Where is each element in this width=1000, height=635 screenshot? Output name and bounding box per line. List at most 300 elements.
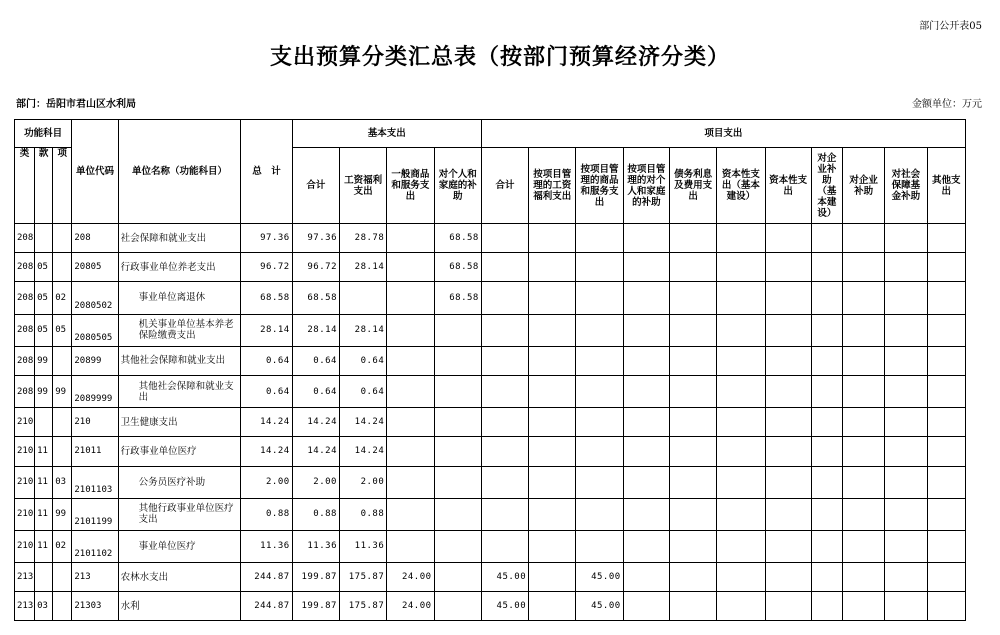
- cell-goods: [387, 498, 434, 530]
- form-number: 部门公开表05: [919, 21, 982, 32]
- cell-xiang: [53, 224, 72, 253]
- cell-empty: [927, 282, 965, 314]
- cell-empty: [843, 408, 885, 437]
- cell-p-goods: [576, 408, 623, 437]
- cell-goods: [387, 224, 434, 253]
- cell-name: 事业单位医疗: [118, 530, 241, 562]
- cell-empty: [811, 253, 842, 282]
- cell-goods: [387, 346, 434, 375]
- cell-empty: [843, 346, 885, 375]
- cell-b-total: 199.87: [292, 592, 339, 621]
- cell-empty: [811, 282, 842, 314]
- table-row: [15, 375, 966, 407]
- table-row: [15, 592, 966, 621]
- cell-lei: 213: [15, 592, 35, 621]
- cell-b-total: 0.64: [292, 375, 339, 407]
- cell-empty: [811, 408, 842, 437]
- cell-empty: [717, 314, 765, 346]
- cell-total: 0.88: [241, 498, 292, 530]
- cell-empty: [765, 408, 811, 437]
- cell-salary: 175.87: [339, 563, 386, 592]
- cell-empty: [885, 498, 927, 530]
- cell-p-salary: [529, 437, 576, 466]
- col-lei: 类: [15, 148, 35, 224]
- cell-salary: 14.24: [339, 408, 386, 437]
- cell-kuan: [35, 563, 53, 592]
- cell-p-goods: [576, 314, 623, 346]
- col-unit-name: 单位名称（功能科目）: [118, 120, 241, 224]
- cell-lei: 208: [15, 253, 35, 282]
- cell-total: 2.00: [241, 466, 292, 498]
- cell-empty: [811, 375, 842, 407]
- col-func-subject: 功能科目: [15, 120, 72, 148]
- cell-salary: 28.78: [339, 224, 386, 253]
- cell-p-total: [481, 437, 528, 466]
- cell-empty: [885, 346, 927, 375]
- cell-xiang: 02: [53, 530, 72, 562]
- cell-salary: 0.64: [339, 375, 386, 407]
- cell-empty: [623, 530, 669, 562]
- cell-lei: 213: [15, 563, 35, 592]
- cell-p-salary: [529, 592, 576, 621]
- cell-lei: 210: [15, 498, 35, 530]
- cell-empty: [885, 375, 927, 407]
- cell-personal: [434, 563, 481, 592]
- cell-total: 14.24: [241, 437, 292, 466]
- cell-empty: [669, 282, 716, 314]
- cell-empty: [623, 466, 669, 498]
- cell-empty: [623, 224, 669, 253]
- cell-empty: [765, 437, 811, 466]
- cell-kuan: 99: [35, 375, 53, 407]
- cell-empty: [811, 530, 842, 562]
- cell-xiang: [53, 437, 72, 466]
- cell-p-goods: [576, 346, 623, 375]
- cell-goods: [387, 375, 434, 407]
- cell-personal: [434, 375, 481, 407]
- cell-empty: [885, 437, 927, 466]
- cell-goods: [387, 437, 434, 466]
- cell-empty: [765, 498, 811, 530]
- cell-empty: [811, 224, 842, 253]
- col-basic-total: 合计: [292, 148, 339, 224]
- cell-empty: [623, 592, 669, 621]
- cell-code: 2101199: [72, 498, 118, 530]
- cell-p-total: [481, 530, 528, 562]
- cell-empty: [927, 498, 965, 530]
- cell-p-salary: [529, 466, 576, 498]
- cell-kuan: [35, 408, 53, 437]
- cell-xiang: [53, 346, 72, 375]
- cell-empty: [717, 253, 765, 282]
- cell-empty: [765, 282, 811, 314]
- cell-lei: 210: [15, 408, 35, 437]
- cell-kuan: 11: [35, 530, 53, 562]
- cell-empty: [623, 282, 669, 314]
- cell-b-total: 0.64: [292, 346, 339, 375]
- table-row: [15, 282, 966, 314]
- cell-empty: [927, 314, 965, 346]
- cell-empty: [765, 224, 811, 253]
- cell-empty: [885, 314, 927, 346]
- table-row: [15, 563, 966, 592]
- cell-xiang: [53, 408, 72, 437]
- cell-empty: [843, 282, 885, 314]
- cell-empty: [717, 498, 765, 530]
- cell-empty: [885, 466, 927, 498]
- cell-b-total: 0.88: [292, 498, 339, 530]
- cell-total: 68.58: [241, 282, 292, 314]
- col-capital-build: 资本性支出（基本建设）: [717, 148, 765, 224]
- cell-p-salary: [529, 282, 576, 314]
- cell-p-goods: [576, 437, 623, 466]
- cell-empty: [885, 563, 927, 592]
- cell-p-salary: [529, 498, 576, 530]
- cell-empty: [717, 592, 765, 621]
- cell-xiang: 99: [53, 375, 72, 407]
- cell-empty: [843, 375, 885, 407]
- cell-p-total: [481, 253, 528, 282]
- cell-empty: [623, 253, 669, 282]
- cell-empty: [811, 437, 842, 466]
- cell-personal: [434, 314, 481, 346]
- col-project: 项目支出: [481, 120, 965, 148]
- cell-empty: [623, 346, 669, 375]
- cell-lei: 208: [15, 282, 35, 314]
- col-salary: 工资福利支出: [339, 148, 386, 224]
- cell-salary: 14.24: [339, 437, 386, 466]
- cell-xiang: [53, 253, 72, 282]
- col-unit-code: 单位代码: [72, 120, 118, 224]
- cell-name: 其他社会保障和就业支出: [118, 375, 241, 407]
- cell-code: 208: [72, 224, 118, 253]
- budget-table: [14, 119, 966, 621]
- table-row: [15, 530, 966, 562]
- cell-xiang: 02: [53, 282, 72, 314]
- cell-p-salary: [529, 253, 576, 282]
- cell-personal: [434, 498, 481, 530]
- cell-empty: [843, 563, 885, 592]
- cell-code: 20899: [72, 346, 118, 375]
- col-other: 其他支出: [927, 148, 965, 224]
- cell-empty: [623, 563, 669, 592]
- table-row: [15, 224, 966, 253]
- cell-empty: [623, 498, 669, 530]
- cell-b-total: 14.24: [292, 437, 339, 466]
- cell-name: 机关事业单位基本养老保险缴费支出: [118, 314, 241, 346]
- cell-empty: [669, 408, 716, 437]
- cell-b-total: 11.36: [292, 530, 339, 562]
- table-row: [15, 253, 966, 282]
- cell-empty: [885, 530, 927, 562]
- cell-b-total: 28.14: [292, 314, 339, 346]
- cell-p-goods: [576, 282, 623, 314]
- cell-empty: [717, 530, 765, 562]
- cell-empty: [811, 346, 842, 375]
- cell-total: 244.87: [241, 563, 292, 592]
- cell-empty: [669, 375, 716, 407]
- cell-b-total: 97.36: [292, 224, 339, 253]
- cell-empty: [765, 253, 811, 282]
- cell-empty: [765, 530, 811, 562]
- col-xiang: 项: [53, 148, 72, 224]
- cell-xiang: [53, 563, 72, 592]
- cell-empty: [669, 224, 716, 253]
- cell-empty: [669, 466, 716, 498]
- cell-p-goods: 45.00: [576, 563, 623, 592]
- col-basic: 基本支出: [292, 120, 481, 148]
- cell-b-total: 68.58: [292, 282, 339, 314]
- cell-p-total: [481, 408, 528, 437]
- cell-empty: [927, 592, 965, 621]
- cell-p-total: 45.00: [481, 592, 528, 621]
- cell-empty: [811, 466, 842, 498]
- cell-kuan: 11: [35, 466, 53, 498]
- cell-empty: [669, 530, 716, 562]
- cell-empty: [765, 375, 811, 407]
- cell-name: 公务员医疗补助: [118, 466, 241, 498]
- cell-personal: [434, 530, 481, 562]
- cell-p-total: [481, 498, 528, 530]
- cell-empty: [717, 563, 765, 592]
- cell-xiang: 99: [53, 498, 72, 530]
- cell-empty: [843, 466, 885, 498]
- table-row: [15, 466, 966, 498]
- table-row: [15, 408, 966, 437]
- col-proj-personal: 按项目管理的对个人和家庭的补助: [623, 148, 669, 224]
- cell-empty: [843, 224, 885, 253]
- cell-p-goods: [576, 530, 623, 562]
- col-personal: 对个人和家庭的补助: [434, 148, 481, 224]
- cell-empty: [927, 346, 965, 375]
- cell-salary: 11.36: [339, 530, 386, 562]
- cell-xiang: 05: [53, 314, 72, 346]
- cell-empty: [623, 437, 669, 466]
- cell-code: 210: [72, 408, 118, 437]
- cell-total: 96.72: [241, 253, 292, 282]
- cell-empty: [885, 224, 927, 253]
- cell-goods: [387, 408, 434, 437]
- cell-code: 2080502: [72, 282, 118, 314]
- cell-empty: [669, 498, 716, 530]
- cell-empty: [717, 437, 765, 466]
- cell-name: 其他社会保障和就业支出: [118, 346, 241, 375]
- cell-empty: [669, 346, 716, 375]
- col-proj-total: 合计: [481, 148, 528, 224]
- cell-total: 244.87: [241, 592, 292, 621]
- col-total: 总 计: [241, 120, 292, 224]
- cell-total: 28.14: [241, 314, 292, 346]
- cell-p-total: 45.00: [481, 563, 528, 592]
- cell-empty: [885, 408, 927, 437]
- col-proj-salary: 按项目管理的工资福利支出: [529, 148, 576, 224]
- cell-b-total: 96.72: [292, 253, 339, 282]
- cell-lei: 208: [15, 314, 35, 346]
- cell-personal: [434, 346, 481, 375]
- cell-p-salary: [529, 314, 576, 346]
- cell-goods: [387, 466, 434, 498]
- cell-total: 0.64: [241, 375, 292, 407]
- cell-name: 农林水支出: [118, 563, 241, 592]
- cell-salary: 2.00: [339, 466, 386, 498]
- cell-kuan: 05: [35, 253, 53, 282]
- cell-empty: [843, 530, 885, 562]
- cell-total: 14.24: [241, 408, 292, 437]
- cell-empty: [765, 563, 811, 592]
- cell-lei: 210: [15, 530, 35, 562]
- cell-p-salary: [529, 224, 576, 253]
- cell-empty: [717, 224, 765, 253]
- cell-empty: [843, 253, 885, 282]
- cell-empty: [717, 282, 765, 314]
- cell-b-total: 14.24: [292, 408, 339, 437]
- cell-p-salary: [529, 375, 576, 407]
- cell-empty: [927, 224, 965, 253]
- cell-code: 2080505: [72, 314, 118, 346]
- cell-empty: [765, 466, 811, 498]
- cell-empty: [765, 314, 811, 346]
- cell-empty: [843, 314, 885, 346]
- cell-p-goods: [576, 466, 623, 498]
- cell-p-total: [481, 282, 528, 314]
- col-ent: 对企业补助: [843, 148, 885, 224]
- table-row: [15, 437, 966, 466]
- cell-empty: [669, 253, 716, 282]
- cell-empty: [843, 498, 885, 530]
- cell-goods: 24.00: [387, 592, 434, 621]
- cell-name: 行政事业单位医疗: [118, 437, 241, 466]
- cell-p-goods: 45.00: [576, 592, 623, 621]
- cell-goods: [387, 253, 434, 282]
- table-row: [15, 346, 966, 375]
- cell-personal: [434, 466, 481, 498]
- cell-p-total: [481, 375, 528, 407]
- cell-total: 97.36: [241, 224, 292, 253]
- cell-salary: 28.14: [339, 253, 386, 282]
- cell-goods: [387, 314, 434, 346]
- cell-personal: [434, 408, 481, 437]
- cell-empty: [717, 375, 765, 407]
- cell-b-total: 2.00: [292, 466, 339, 498]
- cell-empty: [885, 282, 927, 314]
- cell-lei: 208: [15, 346, 35, 375]
- cell-name: 行政事业单位养老支出: [118, 253, 241, 282]
- cell-kuan: 03: [35, 592, 53, 621]
- cell-name: 社会保障和就业支出: [118, 224, 241, 253]
- cell-empty: [843, 437, 885, 466]
- cell-empty: [765, 592, 811, 621]
- cell-total: 11.36: [241, 530, 292, 562]
- cell-lei: 208: [15, 375, 35, 407]
- cell-p-goods: [576, 498, 623, 530]
- cell-lei: 210: [15, 437, 35, 466]
- col-kuan: 款: [35, 148, 53, 224]
- cell-name: 其他行政事业单位医疗支出: [118, 498, 241, 530]
- cell-empty: [623, 314, 669, 346]
- cell-salary: 28.14: [339, 314, 386, 346]
- cell-p-total: [481, 466, 528, 498]
- cell-p-salary: [529, 530, 576, 562]
- cell-empty: [927, 375, 965, 407]
- cell-empty: [811, 563, 842, 592]
- cell-salary: [339, 282, 386, 314]
- cell-personal: 68.58: [434, 253, 481, 282]
- cell-kuan: 99: [35, 346, 53, 375]
- cell-xiang: [53, 592, 72, 621]
- cell-personal: [434, 592, 481, 621]
- cell-empty: [927, 253, 965, 282]
- cell-code: 2101102: [72, 530, 118, 562]
- cell-empty: [669, 592, 716, 621]
- col-capital: 资本性支出: [765, 148, 811, 224]
- cell-personal: 68.58: [434, 282, 481, 314]
- cell-salary: 0.64: [339, 346, 386, 375]
- cell-p-goods: [576, 375, 623, 407]
- cell-p-total: [481, 314, 528, 346]
- cell-empty: [717, 466, 765, 498]
- col-ent-build: 对企业补助（基本建设）: [811, 148, 842, 224]
- cell-empty: [927, 437, 965, 466]
- cell-empty: [623, 375, 669, 407]
- cell-empty: [811, 592, 842, 621]
- cell-kuan: 11: [35, 437, 53, 466]
- cell-b-total: 199.87: [292, 563, 339, 592]
- cell-salary: 0.88: [339, 498, 386, 530]
- cell-empty: [669, 563, 716, 592]
- cell-p-total: [481, 224, 528, 253]
- cell-empty: [927, 466, 965, 498]
- cell-lei: 210: [15, 466, 35, 498]
- department-label: 部门：岳阳市君山区水利局: [16, 99, 136, 110]
- cell-goods: [387, 282, 434, 314]
- cell-lei: 208: [15, 224, 35, 253]
- table-row: [15, 314, 966, 346]
- table-row: [15, 498, 966, 530]
- cell-kuan: 05: [35, 282, 53, 314]
- cell-code: 2101103: [72, 466, 118, 498]
- cell-empty: [811, 314, 842, 346]
- cell-empty: [885, 592, 927, 621]
- cell-empty: [885, 253, 927, 282]
- cell-code: 2089999: [72, 375, 118, 407]
- cell-p-goods: [576, 224, 623, 253]
- cell-empty: [717, 346, 765, 375]
- cell-empty: [717, 408, 765, 437]
- cell-empty: [927, 408, 965, 437]
- cell-name: 事业单位离退休: [118, 282, 241, 314]
- cell-code: 21011: [72, 437, 118, 466]
- col-goods: 一般商品和服务支出: [387, 148, 434, 224]
- cell-empty: [765, 346, 811, 375]
- cell-p-salary: [529, 346, 576, 375]
- cell-personal: [434, 437, 481, 466]
- cell-name: 水利: [118, 592, 241, 621]
- cell-name: 卫生健康支出: [118, 408, 241, 437]
- cell-kuan: [35, 224, 53, 253]
- cell-p-goods: [576, 253, 623, 282]
- cell-code: 213: [72, 563, 118, 592]
- cell-empty: [669, 314, 716, 346]
- cell-goods: [387, 530, 434, 562]
- amount-unit-label: 金额单位：万元: [912, 99, 982, 110]
- cell-p-salary: [529, 408, 576, 437]
- col-social-fund: 对社会保障基金补助: [885, 148, 927, 224]
- cell-p-total: [481, 346, 528, 375]
- cell-code: 20805: [72, 253, 118, 282]
- col-proj-goods: 按项目管理的商品和服务支出: [576, 148, 623, 224]
- cell-goods: 24.00: [387, 563, 434, 592]
- cell-total: 0.64: [241, 346, 292, 375]
